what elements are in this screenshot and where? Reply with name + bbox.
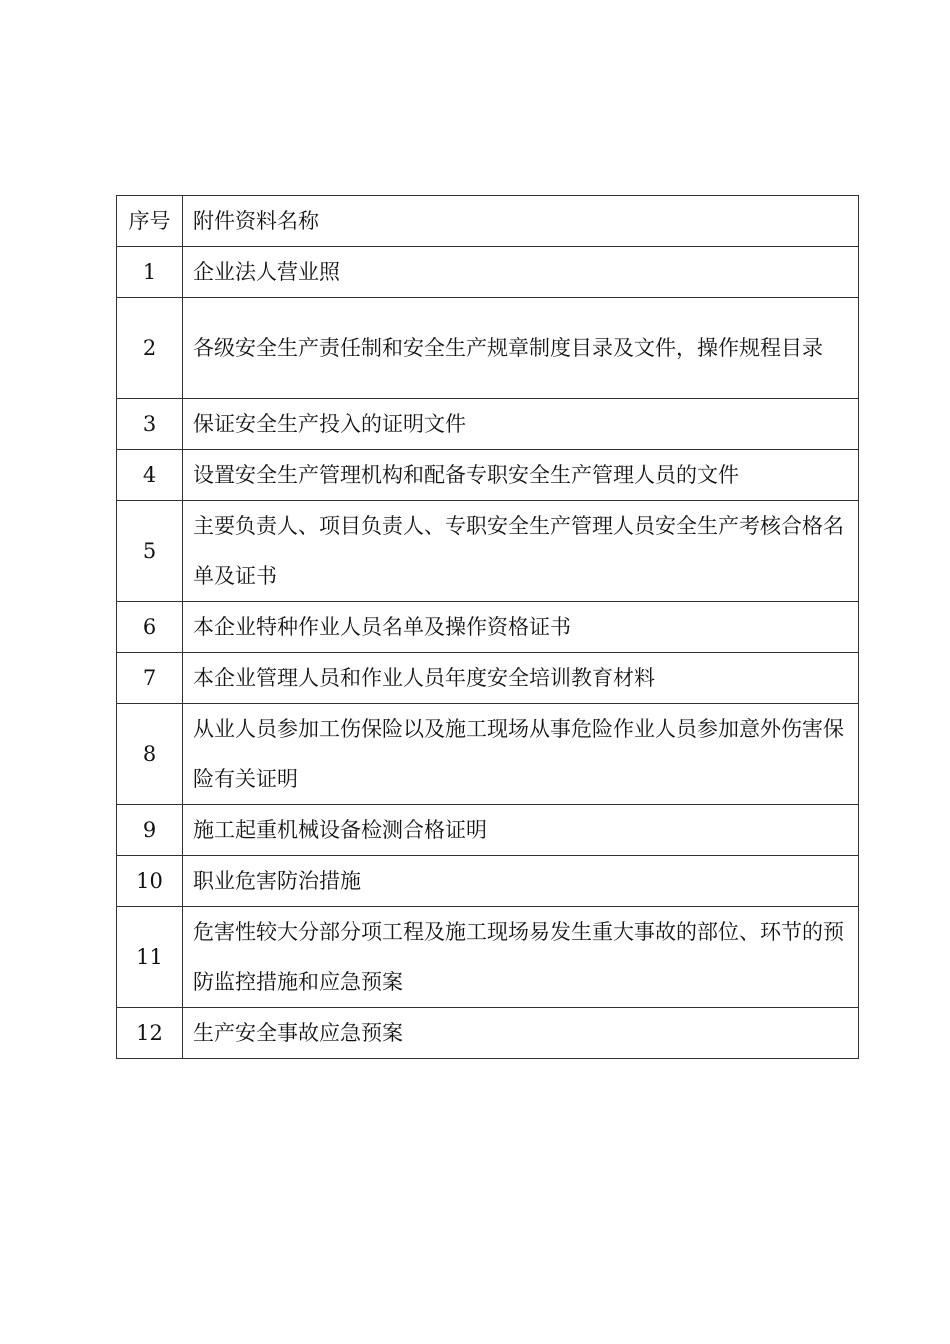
table-row [117,501,859,602]
table-row [117,704,859,805]
row-attachment-name: 职业危害防治措施 [183,856,859,907]
row-serial-number: 6 [117,602,183,653]
row-attachment-name: 生产安全事故应急预案 [183,1008,859,1059]
row-serial-number: 2 [117,298,183,399]
table-row [117,805,859,856]
row-serial-number: 12 [117,1008,183,1059]
row-attachment-name: 本企业特种作业人员名单及操作资格证书 [183,602,859,653]
table-body [117,247,859,1059]
row-serial-number: 5 [117,501,183,602]
row-attachment-name: 企业法人营业照 [183,247,859,298]
row-attachment-name: 保证安全生产投入的证明文件 [183,399,859,450]
row-serial-number: 3 [117,399,183,450]
row-attachment-name: 施工起重机械设备检测合格证明 [183,805,859,856]
table-header-row [117,196,859,247]
table-row [117,602,859,653]
table-row [117,653,859,704]
table-row [117,399,859,450]
header-attachment-name: 附件资料名称 [183,196,859,247]
row-attachment-name: 本企业管理人员和作业人员年度安全培训教育材料 [183,653,859,704]
row-serial-number: 8 [117,704,183,805]
table-header [117,196,859,247]
table-row [117,450,859,501]
row-attachment-name: 从业人员参加工伤保险以及施工现场从事危险作业人员参加意外伤害保险有关证明 [183,704,859,805]
row-serial-number: 9 [117,805,183,856]
row-serial-number: 1 [117,247,183,298]
table-row [117,247,859,298]
row-serial-number: 4 [117,450,183,501]
header-serial-number: 序号 [117,196,183,247]
row-attachment-name: 各级安全生产责任制和安全生产规章制度目录及文件，操作规程目录 [183,298,859,399]
row-attachment-name: 主要负责人、项目负责人、专职安全生产管理人员安全生产考核合格名单及证书 [183,501,859,602]
attachments-table [116,195,859,1059]
table-row [117,298,859,399]
row-attachment-name: 设置安全生产管理机构和配备专职安全生产管理人员的文件 [183,450,859,501]
row-serial-number: 10 [117,856,183,907]
row-serial-number: 11 [117,907,183,1008]
row-attachment-name: 危害性较大分部分项工程及施工现场易发生重大事故的部位、环节的预防监控措施和应急预案 [183,907,859,1008]
table-row [117,856,859,907]
row-serial-number: 7 [117,653,183,704]
table-row [117,907,859,1008]
table-row [117,1008,859,1059]
